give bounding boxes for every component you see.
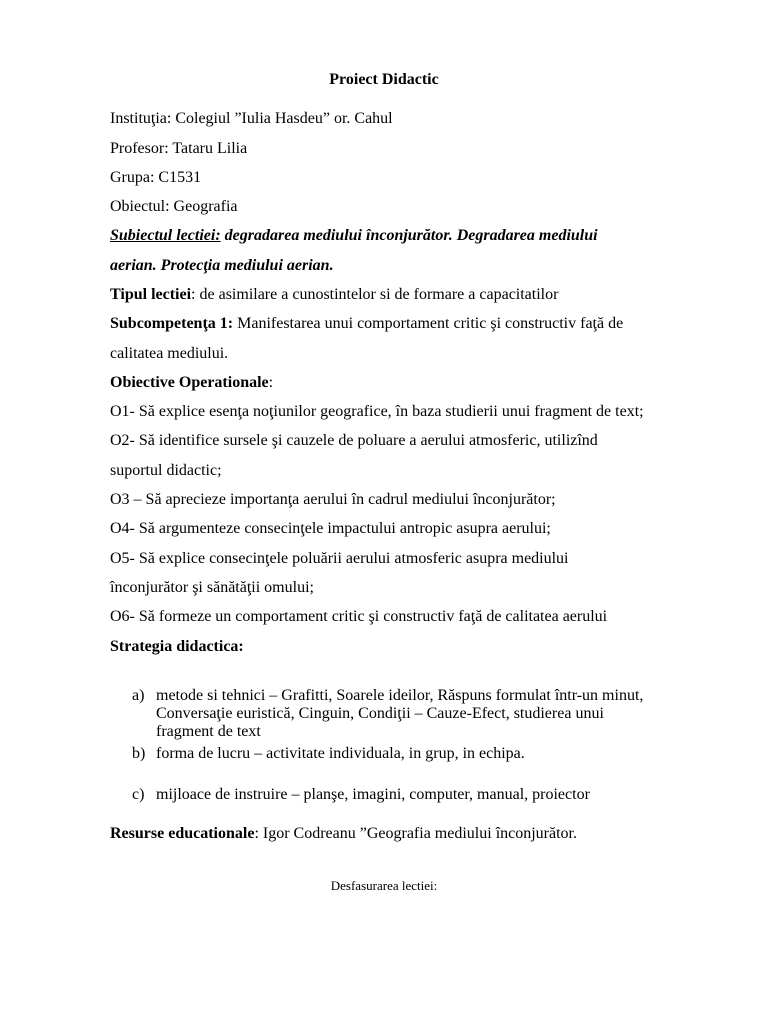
resources-label: Resurse educationale: [110, 825, 255, 842]
objective-line: suportul didactic;: [110, 462, 222, 479]
lesson-type-line: [110, 285, 558, 305]
strategy-item-text: Conversaţie euristică, Cinguin, Condiţii – Cauze-Efect, studierea unui: [156, 705, 604, 722]
list-marker: b): [132, 745, 146, 762]
objective-line: O6- Să formeze un comportament critic şi constructiv faţă de calitatea aerului: [110, 608, 608, 625]
objective-line: O5- Să explice consecinţele poluării aerului atmosferic asupra mediului: [110, 550, 569, 567]
objective-line: O4- Să argumenteze consecinţele impactului antropic asupra aerului;: [110, 520, 551, 537]
strategy-heading: Strategia didactica:: [110, 638, 244, 655]
subcompetence-line-2: calitatea mediului.: [110, 345, 229, 362]
objective-line: înconjurător şi sănătăţii omului;: [110, 579, 314, 596]
subject-line: Obiectul: Geografia: [110, 198, 238, 215]
lesson-type-label: Tipul lectiei: [110, 286, 192, 303]
strategy-item-text: mijloace de instruire – planşe, imagini, computer, manual, proiector: [156, 786, 590, 803]
subcompetence-line-1: [110, 314, 623, 334]
strategy-item-text: fragment de text: [156, 723, 261, 740]
strategy-item-text: metode si tehnici – Grafitti, Soarele ideilor, Răspuns formulat într-un minut,: [156, 687, 644, 704]
lesson-topic-text-1: degradarea mediului înconjurător. Degradarea mediului: [220, 227, 598, 244]
lesson-topic-line-2: aerian. Protecţia mediului aerian.: [110, 257, 334, 274]
list-marker: a): [132, 687, 145, 704]
resources-text: : Igor Codreanu ”Geografia mediului înconjurător.: [254, 825, 577, 842]
group-line: Grupa: C1531: [110, 169, 202, 186]
objectives-label: Obiective Operationale: [110, 374, 269, 391]
objective-line: O3 – Să aprecieze importanţa aerului în cadrul mediului înconjurător;: [110, 491, 556, 508]
lesson-topic-line-1: [110, 226, 598, 246]
lesson-type-text: : de asimilare a cunostintelor si de formare a capacitatilor: [191, 286, 559, 303]
lesson-flow-heading: Desfasurarea lectiei:: [330, 878, 438, 893]
objective-line: O1- Să explice esenţa noţiunilor geografice, în baza studierii unui fragment de text;: [110, 403, 644, 420]
lesson-topic-label: Subiectul lectiei:: [110, 227, 221, 244]
resources-line: [110, 824, 577, 844]
institution-line: Instituţia: Colegiul ”Iulia Hasdeu” or. Cahul: [110, 110, 393, 127]
subcompetence-label: Subcompetenţa 1:: [110, 315, 234, 332]
strategy-item-text: forma de lucru – activitate individuala, in grup, in echipa.: [156, 745, 525, 762]
document-title: Proiect Didactic: [329, 71, 439, 88]
teacher-line: Profesor: Tataru Lilia: [110, 140, 248, 157]
subcompetence-text-1: Manifestarea unui comportament critic şi constructiv faţă de: [233, 315, 624, 332]
objectives-colon: :: [268, 374, 274, 391]
objective-line: O2- Să identifice sursele şi cauzele de poluare a aerului atmosferic, utilizînd: [110, 432, 598, 449]
list-marker: c): [132, 786, 145, 803]
objectives-heading: [110, 373, 273, 393]
